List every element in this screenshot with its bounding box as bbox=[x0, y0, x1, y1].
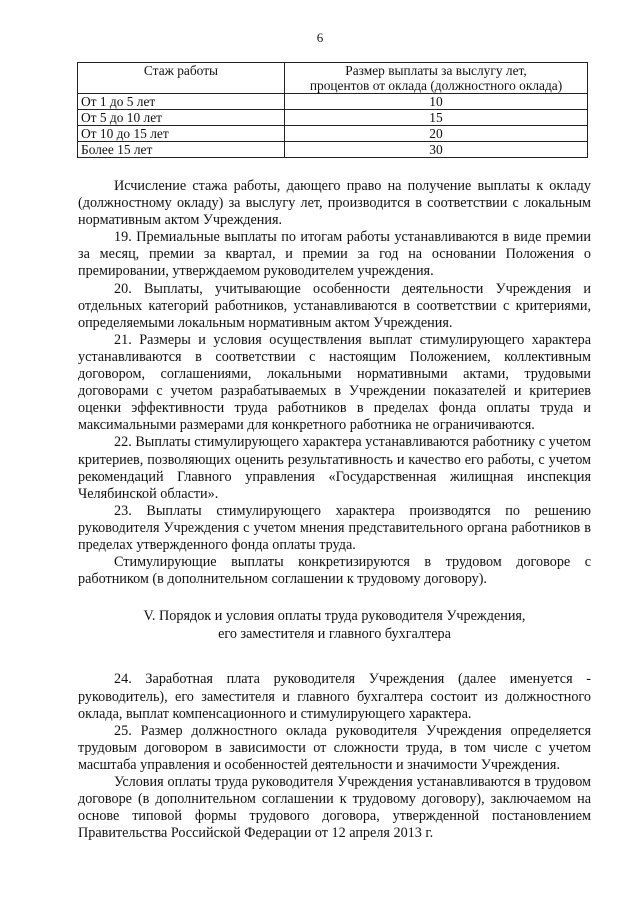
paragraph-20: 20. Выплаты, учитывающие особенности деятельности Учреждения и отдельных категорий работников, устанавливаются в соответствии с критериями, определяемыми локальным нормативным актом Учреждения. bbox=[78, 280, 591, 331]
table-header-row bbox=[78, 63, 588, 94]
document-body bbox=[78, 178, 591, 842]
paragraph-21: 21. Размеры и условия осуществления выплат стимулирующего характера устанавливаются в соответствии с настоящим Положением, коллективным договором, соглашениями, локальными нормативными актами, трудовыми договорами с учетом разрабатываемых в Учреждении показателей и критериев оценки эффективности труда работников в пределах фонда оплаты труда и максимальными размерами для конкретного работника не ограничиваются. bbox=[78, 331, 591, 434]
page-number: 6 bbox=[316, 30, 324, 45]
section-heading-line-1: V. Порядок и условия оплаты труда руководителя Учреждения, bbox=[143, 608, 526, 625]
table-row bbox=[78, 110, 588, 126]
seniority-pay-table bbox=[77, 62, 588, 158]
paragraph-19: 19. Премиальные выплаты по итогам работы устанавливаются в виде премии за месяц, премии за квартал, и премии за год на основании Положения о премировании, утверждаемом руководителем учреждения. bbox=[78, 229, 591, 280]
period-cell: От 10 до 15 лет bbox=[78, 126, 285, 142]
period-cell: От 1 до 5 лет bbox=[78, 94, 285, 110]
header-payment-line-1: Размер выплаты за выслугу лет, bbox=[345, 63, 527, 78]
table-row bbox=[78, 126, 588, 142]
paragraph-25: 25. Размер должностного оклада руководителя Учреждения определяется трудовым договором в зависимости от сложности труда, в том числе с учетом масштаба управления и особенностей деятельности и значимости Учреждения. bbox=[78, 722, 591, 773]
percent-cell: 20 bbox=[285, 126, 588, 142]
header-seniority: Стаж работы bbox=[78, 63, 285, 94]
period-cell: От 5 до 10 лет bbox=[78, 110, 285, 126]
table-row bbox=[78, 94, 588, 110]
paragraph-incentive-payments: Стимулирующие выплаты конкретизируются в трудовом договоре с работником (в дополнительном соглашении к трудовому договору). bbox=[78, 554, 591, 588]
section-heading-line-2: его заместителя и главного бухгалтера bbox=[218, 625, 451, 642]
header-payment-line-2: процентов от оклада (должностного оклада) bbox=[309, 78, 563, 93]
paragraph-head-pay-conditions: Условия оплаты труда руководителя Учреждения устанавливаются в трудовом договоре (в дополнительном соглашении к трудовому договору), заключаемом на основе типовой формы трудового договора, утвержденной постановлением Правительства Российской Федерации от 12 апреля 2013 г. bbox=[78, 774, 591, 842]
percent-cell: 15 bbox=[285, 110, 588, 126]
paragraph-24: 24. Заработная плата руководителя Учреждения (далее именуется - руководитель), его заместителя и главного бухгалтера состоит из должностного оклада, выплат компенсационного и стимулирующего характера. bbox=[78, 671, 591, 722]
header-payment-size bbox=[285, 63, 588, 94]
paragraph-seniority-calculation: Исчисление стажа работы, дающего право на получение выплаты к окладу (должностному окладу) за выслугу лет, производится в соответствии с локальным нормативным актом Учреждения. bbox=[78, 178, 591, 229]
paragraph-23: 23. Выплаты стимулирующего характера производятся по решению руководителя Учреждения с учетом мнения представительного органа работников в пределах утвержденного фонда оплаты труда. bbox=[78, 502, 591, 553]
section-heading bbox=[78, 608, 591, 643]
percent-cell: 30 bbox=[285, 142, 588, 158]
period-cell: Более 15 лет bbox=[78, 142, 285, 158]
paragraph-22: 22. Выплаты стимулирующего характера устанавливаются работнику с учетом критериев, позволяющих оценить результативность и качество его работы, с учетом рекомендаций Главного управления «Государственная жилищная инспекция Челябинской области». bbox=[78, 434, 591, 502]
percent-cell: 10 bbox=[285, 94, 588, 110]
table-row bbox=[78, 142, 588, 158]
